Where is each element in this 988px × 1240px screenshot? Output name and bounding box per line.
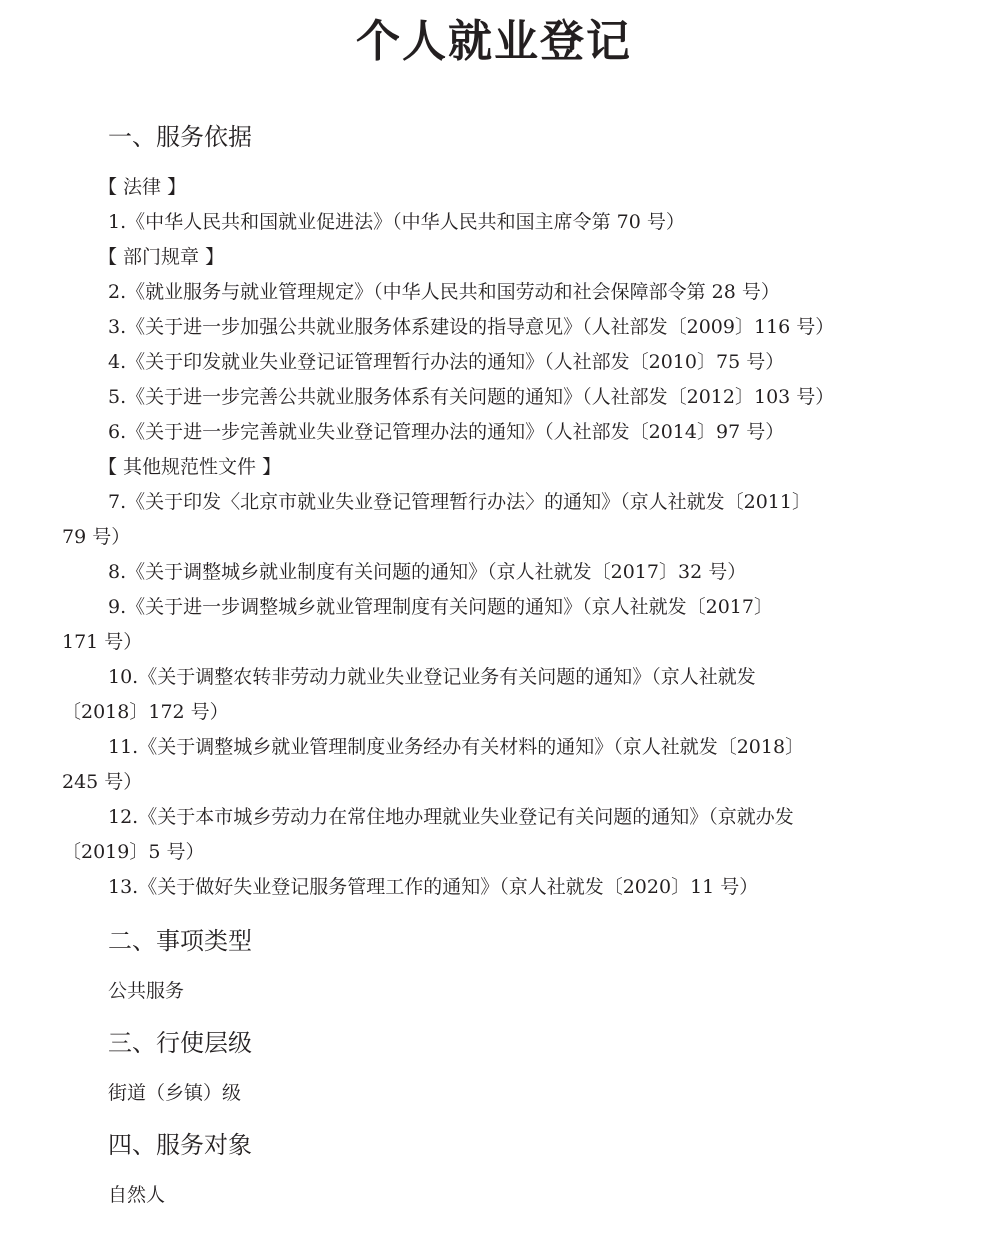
list-item: 10.《关于调整农转非劳动力就业失业登记业务有关问题的通知》（京人社就发 — [108, 666, 756, 688]
section-heading-target: 四、服务对象 — [108, 1131, 252, 1159]
list-item: 7.《关于印发〈北京市就业失业登记管理暂行办法〉的通知》（京人社就发〔2011〕 — [108, 491, 811, 513]
subheading-department-rules: 【 部门规章 】 — [98, 246, 225, 268]
list-item: 13.《关于做好失业登记服务管理工作的通知》（京人社就发〔2020〕11 号） — [108, 876, 759, 898]
list-item-continuation: 〔2018〕172 号） — [62, 701, 229, 723]
list-item: 6.《关于进一步完善就业失业登记管理办法的通知》（人社部发〔2014〕97 号） — [108, 421, 785, 443]
section-heading-level: 三、行使层级 — [108, 1029, 252, 1057]
section-heading-type: 二、事项类型 — [108, 927, 252, 955]
list-item: 4.《关于印发就业失业登记证管理暂行办法的通知》（人社部发〔2010〕75 号） — [108, 351, 785, 373]
subheading-law: 【 法律 】 — [98, 176, 187, 198]
section-value-type: 公共服务 — [108, 980, 185, 1002]
list-item: 8.《关于调整城乡就业制度有关问题的通知》（京人社就发〔2017〕32 号） — [108, 561, 747, 583]
list-item-continuation: 171 号） — [62, 631, 143, 653]
section-value-target: 自然人 — [108, 1184, 166, 1206]
list-item: 1.《中华人民共和国就业促进法》（中华人民共和国主席令第 70 号） — [108, 211, 685, 233]
page-title: 个人就业登记 — [356, 16, 632, 67]
list-item: 9.《关于进一步调整城乡就业管理制度有关问题的通知》（京人社就发〔2017〕 — [108, 596, 773, 618]
subheading-other-documents: 【 其他规范性文件 】 — [98, 456, 282, 478]
list-item: 11.《关于调整城乡就业管理制度业务经办有关材料的通知》（京人社就发〔2018〕 — [108, 736, 805, 758]
section-heading-basis: 一、服务依据 — [108, 123, 252, 151]
list-item: 5.《关于进一步完善公共就业服务体系有关问题的通知》（人社部发〔2012〕103 号） — [108, 386, 835, 408]
list-item: 12.《关于本市城乡劳动力在常住地办理就业失业登记有关问题的通知》（京就办发 — [108, 806, 794, 828]
list-item: 3.《关于进一步加强公共就业服务体系建设的指导意见》（人社部发〔2009〕116 号） — [108, 316, 835, 338]
list-item: 2.《就业服务与就业管理规定》（中华人民共和国劳动和社会保障部令第 28 号） — [108, 281, 780, 303]
section-value-level: 街道（乡镇）级 — [108, 1082, 242, 1104]
list-item-continuation: 245 号） — [62, 771, 143, 793]
list-item-continuation: 〔2019〕5 号） — [62, 841, 205, 863]
list-item-continuation: 79 号） — [62, 526, 131, 548]
